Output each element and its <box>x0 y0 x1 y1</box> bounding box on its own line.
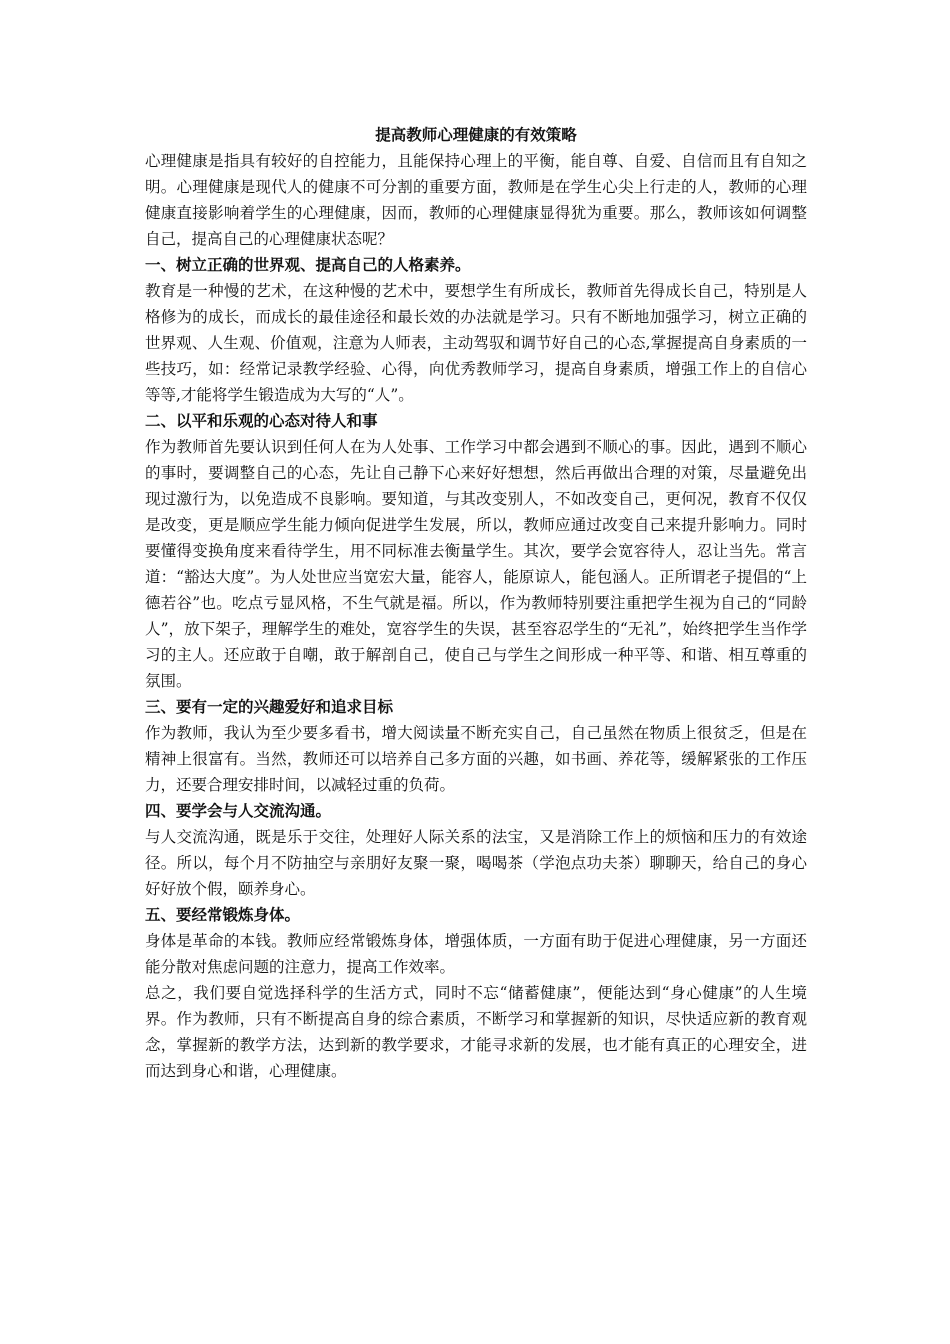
document-page <box>145 122 807 1084</box>
section-3-body: 作为教师，我认为至少要多看书，增大阅读量不断充实自己，自己虽然在物质上很贫乏，但是在精神上很富有。当然，教师还可以培养自己多方面的兴趣，如书画、养花等，缓解紧张的工作压力，还要合理安排时间，以减轻过重的负荷。 <box>145 724 807 794</box>
section-2-heading: 二、以平和乐观的心态对待人和事 <box>145 411 378 430</box>
section-3-heading: 三、要有一定的兴趣爱好和追求目标 <box>145 697 394 716</box>
section-5-body: 身体是革命的本钱。教师应经常锻炼身体，增强体质，一方面有助于促进心理健康，另一方面还能分散对焦虑问题的注意力，提高工作效率。 <box>145 932 807 976</box>
section-1-body: 教育是一种慢的艺术，在这种慢的艺术中，要想学生有所成长，教师首先得成长自己，特别是人格修为的成长，而成长的最佳途径和最长效的办法就是学习。只有不断地加强学习，树立正确的世界观、人生观、价值观，注意为人师表，主动驾驭和调节好自己的心态,掌握提高自身素质的一些技巧，如：经常记录教学经验、心得，向优秀教师学习，提高自身素质，增强工作上的自信心等等,才能将学生锻造成为大写的“人”。 <box>145 282 807 404</box>
section-1-heading: 一、树立正确的世界观、提高自己的人格素养。 <box>145 255 471 274</box>
intro-paragraph: 心理健康是指具有较好的自控能力，且能保持心理上的平衡，能自尊、自爱、自信而且有自知之明。心理健康是现代人的健康不可分割的重要方面，教师是在学生心尖上行走的人，教师的心理健康直接影响着学生的心理健康，因而，教师的心理健康显得犹为重要。那么，教师该如何调整自己，提高自己的心理健康状态呢？ <box>145 152 807 248</box>
conclusion-paragraph: 总之，我们要自觉选择科学的生活方式，同时不忘“储蓄健康”，便能达到“身心健康”的人生境界。作为教师，只有不断提高自身的综合素质，不断学习和掌握新的知识，尽快适应新的教育观念，掌握新的教学方法，达到新的教学要求，才能寻求新的发展，也才能有真正的心理安全，进而达到身心和谐，心理健康。 <box>145 984 807 1080</box>
section-4-body: 与人交流沟通，既是乐于交往，处理好人际关系的法宝，又是消除工作上的烦恼和压力的有效途径。所以，每个月不防抽空与亲朋好友聚一聚，喝喝茶（学泡点功夫茶）聊聊天，给自己的身心好好放个假，颐养身心。 <box>145 828 807 898</box>
section-5-heading: 五、要经常锻炼身体。 <box>145 905 301 924</box>
section-4-heading: 四、要学会与人交流沟通。 <box>145 801 332 820</box>
section-2-body: 作为教师首先要认识到任何人在为人处事、工作学习中都会遇到不顺心的事。因此，遇到不顺心的事时，要调整自己的心态，先让自己静下心来好好想想，然后再做出合理的对策，尽量避免出现过激行为，以免造成不良影响。要知道，与其改变别人，不如改变自己，更何况，教育不仅仅是改变，更是顺应学生能力倾向促进学生发展，所以，教师应通过改变自己来提升影响力。同时要懂得变换角度来看待学生，用不同标准去衡量学生。其次，要学会宽容待人，忍让当先。常言道：“豁达大度”。为人处世应当宽宏大量，能容人，能原谅人，能包涵人。正所谓老子提倡的“上德若谷”也。吃点亏显风格，不生气就是福。所以，作为教师特别要注重把学生视为自己的“同龄人”，放下架子，理解学生的难处，宽容学生的失误，甚至容忍学生的“无礼”，始终把学生当作学习的主人。还应敢于自嘲，敢于解剖自己，使自己与学生之间形成一种平等、和谐、相互尊重的氛围。 <box>145 438 807 690</box>
document-title: 提高教师心理健康的有效策略 <box>375 125 577 144</box>
